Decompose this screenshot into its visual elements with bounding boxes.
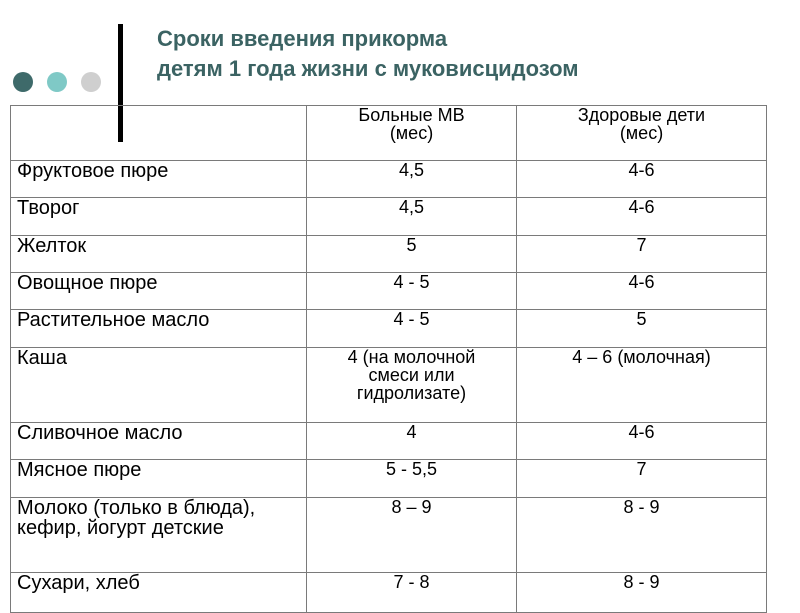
feeding-schedule-table xyxy=(10,105,767,613)
decor-dot-teal xyxy=(47,72,67,92)
table-row xyxy=(11,423,767,460)
header-mv-line-1: Больные МВ xyxy=(358,105,465,125)
food-name: Сливочное масло xyxy=(11,423,307,460)
food-name: Творог xyxy=(11,198,307,236)
mv-age: 4 - 5 xyxy=(307,310,517,348)
food-name: Сухари, хлеб xyxy=(11,573,307,613)
page-title xyxy=(157,24,579,84)
food-name: Молоко (только в блюда), кефир, йогурт детские xyxy=(11,498,307,573)
food-name: Каша xyxy=(11,348,307,423)
title-line-2: детям 1 года жизни с муковисцидозом xyxy=(157,56,579,81)
decor-dot-gray xyxy=(81,72,101,92)
table-row xyxy=(11,573,767,613)
table-row xyxy=(11,198,767,236)
mv-age: 4,5 xyxy=(307,198,517,236)
title-line-1: Сроки введения прикорма xyxy=(157,26,448,51)
table-row xyxy=(11,348,767,423)
mv-age: 8 – 9 xyxy=(307,498,517,573)
header-healthy-children xyxy=(517,106,767,161)
table-row xyxy=(11,460,767,498)
table-row xyxy=(11,161,767,198)
healthy-age: 8 - 9 xyxy=(517,573,767,613)
mv-age: 7 - 8 xyxy=(307,573,517,613)
mv-age: 5 xyxy=(307,236,517,273)
healthy-age: 4 – 6 (молочная) xyxy=(517,348,767,423)
header-mv-patients xyxy=(307,106,517,161)
healthy-age: 5 xyxy=(517,310,767,348)
mv-age: 4 (на молочной смеси или гидролизате) xyxy=(307,348,517,423)
table-row xyxy=(11,498,767,573)
table-row xyxy=(11,273,767,310)
decor-dot-dark xyxy=(13,72,33,92)
healthy-age: 4-6 xyxy=(517,423,767,460)
mv-age: 4,5 xyxy=(307,161,517,198)
mv-age: 4 xyxy=(307,423,517,460)
table-header-row xyxy=(11,106,767,161)
healthy-age: 8 - 9 xyxy=(517,498,767,573)
header-mv-line-2: (мес) xyxy=(389,123,434,143)
healthy-age: 4-6 xyxy=(517,198,767,236)
food-name: Овощное пюре xyxy=(11,273,307,310)
mv-age: 4 - 5 xyxy=(307,273,517,310)
food-name: Растительное масло xyxy=(11,310,307,348)
header-food-cell xyxy=(11,106,307,161)
header-healthy-line-2: (мес) xyxy=(619,123,664,143)
mv-age: 5 - 5,5 xyxy=(307,460,517,498)
food-name: Желток xyxy=(11,236,307,273)
healthy-age: 7 xyxy=(517,236,767,273)
healthy-age: 4-6 xyxy=(517,273,767,310)
healthy-age: 4-6 xyxy=(517,161,767,198)
header-healthy-line-1: Здоровые дети xyxy=(577,105,706,125)
food-name: Фруктовое пюре xyxy=(11,161,307,198)
table-row xyxy=(11,236,767,273)
food-name: Мясное пюре xyxy=(11,460,307,498)
table-row xyxy=(11,310,767,348)
healthy-age: 7 xyxy=(517,460,767,498)
